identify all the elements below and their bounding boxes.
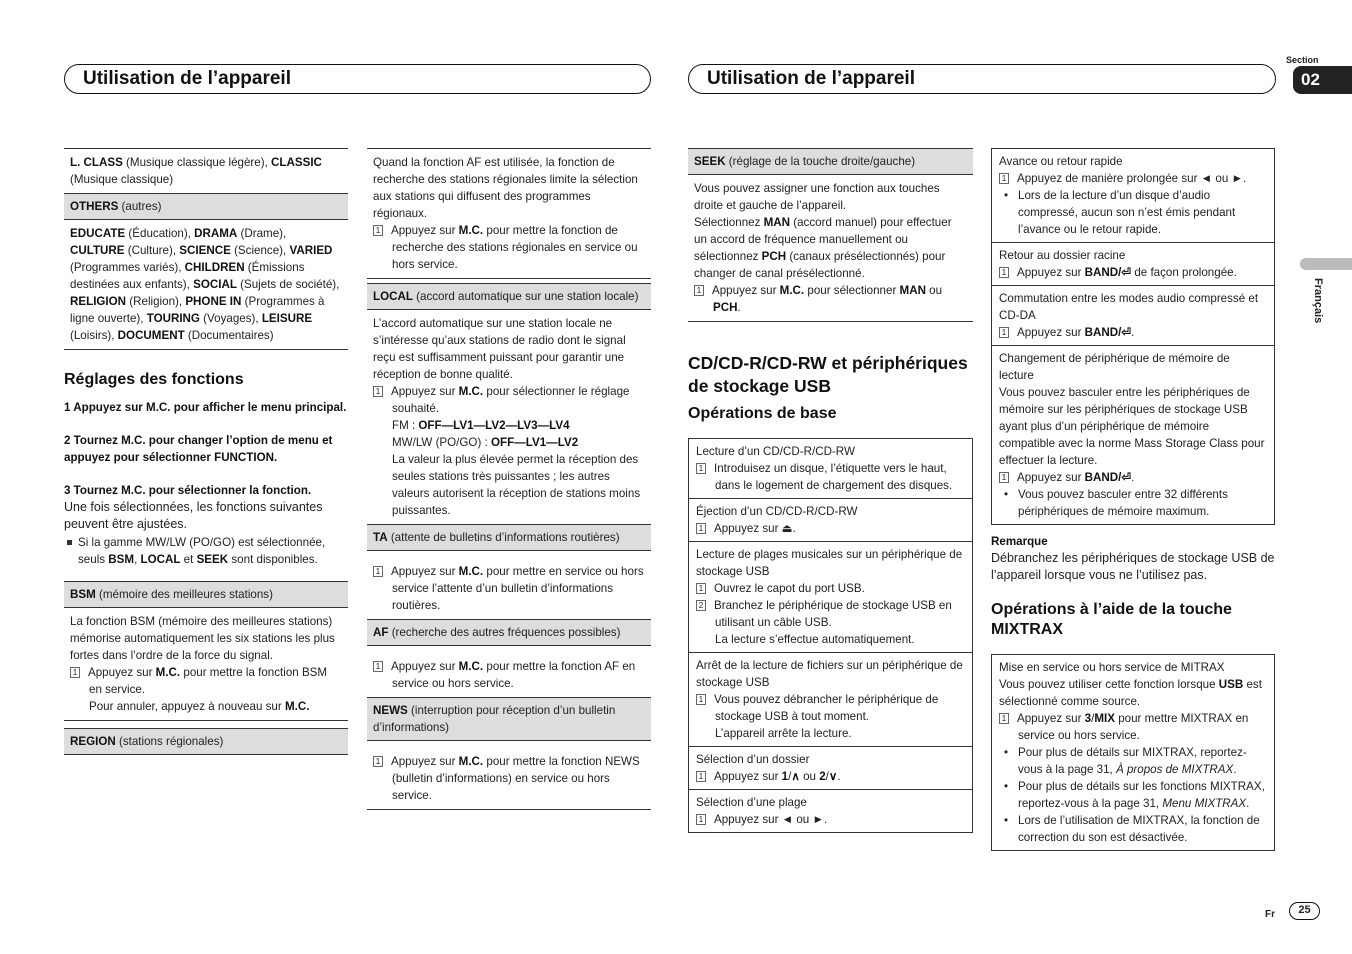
news-step: 1 Appuyez sur M.C. pour mettre la fonction NEWS (bulletin d’informations) en service ou hors service. (373, 753, 645, 804)
ops-row-bullet: • Vous pouvez basculer entre 32 différents périphériques de mémoire maximum. (999, 486, 1267, 520)
fm-levels: FM : OFF—LV1—LV2—LV3—LV4 (392, 419, 570, 432)
language-label: Français (1312, 278, 1324, 324)
footer-lang: Fr (1265, 909, 1275, 920)
ops-row-play-cd (689, 439, 972, 498)
ops-row-memory (992, 345, 1274, 524)
genres-text: EDUCATE (Éducation), DRAMA (Drame), CULTURE (Culture), SCIENCE (Science), VARIED (Programmes variés), CHILDREN (Émissions destinées aux enfants), SOCIAL (Sujets de société), RELIGION (Religion), PHONE IN (Programmes à ligne ouverte), TOURING (Voyages), LEISURE (Loisirs), DOCUMENT (Documentaires) (64, 220, 348, 350)
ops-row-step: 1 Appuyez de manière prolongée sur ◄ ou ►. (999, 170, 1267, 187)
ops-row-step: 1 Appuyez sur 1/∧ ou 2/∨. (696, 768, 965, 785)
ops-row-title: Sélection d’un dossier (696, 753, 810, 766)
ops-row-step: 1 Ouvrez le capot du port USB. (696, 580, 965, 597)
column-3 (688, 148, 973, 833)
mixtrax-heading: Opérations à l’aide de la touche MIXTRAX (991, 601, 1232, 638)
ops-row-title: Éjection d’un CD/CD-R/CD-RW (696, 505, 858, 518)
ops-row-play-usb (689, 541, 972, 652)
mixtrax-bullet-2: • Pour plus de détails sur les fonctions MIXTRAX, reportez-vous à la page 31, Menu MIXTRAX. (999, 778, 1267, 812)
ops-row-ff-rew (992, 149, 1274, 242)
ops-row-step: 1 Appuyez sur BAND/⏎. (999, 324, 1267, 341)
mixtrax-row (992, 655, 1274, 850)
seek-mode-text: Sélectionnez MAN (accord manuel) pour effectuer un accord de fréquence manuellement ou sélectionnez PCH (canaux présélectionnés) pour changer de canal présélectionné. (694, 216, 952, 280)
mixtrax-bullet-3: • Lors de l’utilisation de MIXTRAX, la fonction de correction du son est désactivée. (999, 812, 1267, 846)
note-text: Si la gamme MW/LW (PO/GO) est sélectionnée, seuls BSM, LOCAL et SEEK sont disponibles. (64, 534, 348, 568)
local-text: L’accord automatique sur une station locale ne s’intéresse qu’aux stations de radio dont le signal reçu est suffisamment puissant pour garantir une réception de bonne qualité. (373, 317, 626, 381)
ops-row-title: Avance ou retour rapide (999, 155, 1123, 168)
local-heading: LOCAL (accord automatique sur une station locale) (367, 283, 651, 310)
ta-heading: TA (attente de bulletins d’informations routières) (367, 524, 651, 551)
column-1 (64, 148, 348, 755)
page-header-right: Utilisation de l’appareil (688, 64, 1276, 94)
lclass-text: L. CLASS (Musique classique légère), CLASSIC (Musique classique) (64, 148, 348, 193)
af-step: 1 Appuyez sur M.C. pour mettre la fonction AF en service ou hors service. (373, 658, 645, 692)
af-block (367, 646, 651, 697)
page-header-left: Utilisation de l’appareil (64, 64, 651, 94)
seek-text: Vous pouvez assigner une fonction aux touches droite et gauche de l’appareil. (694, 182, 940, 212)
reglages-heading: Réglages des fonctions (64, 371, 244, 388)
ops-row-step: 2 Branchez le périphérique de stockage USB en utilisant un câble USB. (696, 597, 965, 631)
ops-row-step: 1 Appuyez sur BAND/⏎ de façon prolongée. (999, 264, 1267, 281)
remark-heading: Remarque (991, 535, 1048, 548)
bsm-block (64, 608, 348, 721)
ops-row-title: Changement de périphérique de mémoire de lecture (999, 352, 1230, 382)
mw-levels: MW/LW (PO/GO) : OFF—LV1—LV2 (392, 436, 579, 449)
ops-row-title: Lecture d’un CD/CD-R/CD-RW (696, 445, 855, 458)
ops-row-step: 1 Vous pouvez débrancher le périphérique de stockage USB à tout moment. (696, 691, 965, 725)
region-heading: REGION (stations régionales) (64, 728, 348, 755)
local-block (367, 310, 651, 524)
cd-usb-title: CD/CD-R/CD-RW et périphériques de stockage USB (688, 353, 968, 396)
ops-row-step: 1 Appuyez sur ◄ ou ►. (696, 811, 965, 828)
bsm-cancel: Pour annuler, appuyez à nouveau sur M.C. (89, 700, 310, 713)
others-heading: OTHERS (autres) (64, 193, 348, 220)
ops-row-stop-usb (689, 652, 972, 746)
ops-row-step: 1 Appuyez sur BAND/⏎. (999, 469, 1267, 486)
ops-row-step: 1 Introduisez un disque, l’étiquette vers le haut, dans le logement de chargement des disques. (696, 460, 965, 494)
ops-table-2 (991, 148, 1275, 525)
af-heading: AF (recherche des autres fréquences possibles) (367, 619, 651, 646)
section-label: Section (1286, 55, 1319, 65)
ops-row-title: Lecture de plages musicales sur un périphérique de stockage USB (696, 548, 963, 578)
column-2 (367, 148, 651, 810)
ops-row-text: Vous pouvez basculer entre les périphériques de mémoire sur les périphériques de stockage USB ayant plus d’un périphérique de mémoire compatible avec la norme Mass Storage Class pour effectuer la lecture. (999, 386, 1265, 467)
ta-step: 1 Appuyez sur M.C. pour mettre en service ou hors service l’attente d’un bulletin d’informations routières. (373, 563, 645, 614)
local-step: 1 Appuyez sur M.C. pour sélectionner le réglage souhaité. (373, 383, 645, 417)
step-3-text: Une fois sélectionnées, les fonctions suivantes peuvent être ajustées. (64, 500, 323, 531)
ops-table (688, 438, 973, 833)
seek-heading: SEEK (réglage de la touche droite/gauche) (688, 148, 973, 175)
bsm-heading: BSM (mémoire des meilleures stations) (64, 581, 348, 608)
language-tab (1300, 258, 1352, 270)
page-number: 25 (1289, 902, 1320, 920)
region-text: Quand la fonction AF est utilisée, la fonction de recherche des stations régionales limite la sélection aux stations qui diffusent des programmes régionaux. (373, 156, 638, 220)
ops-row-note: La lecture s’effectue automatiquement. (715, 633, 915, 646)
news-block (367, 741, 651, 810)
ops-row-title: Arrêt de la lecture de fichiers sur un périphérique de stockage USB (696, 659, 963, 689)
region-block (367, 148, 651, 279)
ops-row-title: Commutation entre les modes audio compressé et CD-DA (999, 292, 1259, 322)
ops-row-step: 1 Appuyez sur ⏏. (696, 520, 965, 537)
ops-row-bullet: • Lors de la lecture d’un disque d’audio compressé, aucun son n’est émis pendant l’avance ou le retour rapide. (999, 187, 1267, 238)
step-2: 2 Tournez M.C. pour changer l’option de menu et appuyez pour sélectionner FUNCTION. (64, 434, 333, 464)
ops-row-track (689, 789, 972, 832)
bsm-text: La fonction BSM (mémoire des meilleures stations) mémorise automatiquement les six stations les plus fortes dans l’ordre de la force du signal. (70, 615, 335, 662)
mixtrax-table (991, 654, 1275, 851)
step-3: 3 Tournez M.C. pour sélectionner la fonction. (64, 484, 312, 497)
section-number: 02 (1293, 66, 1352, 94)
local-level-text: La valeur la plus élevée permet la réception des seules stations très puissantes ; les autres valeurs autorisent la réception de stations moins puissantes. (392, 453, 641, 517)
mixtrax-step: 1 Appuyez sur 3/MIX pour mettre MIXTRAX en service ou hors service. (999, 710, 1267, 744)
ops-row-note: L’appareil arrête la lecture. (715, 727, 852, 740)
ops-row-root (992, 242, 1274, 285)
ops-row-folder (689, 746, 972, 789)
ops-row-title: Sélection d’une plage (696, 796, 807, 809)
mixtrax-text: Vous pouvez utiliser cette fonction lorsque USB est sélectionné comme source. (999, 678, 1262, 708)
remark-text: Débranchez les périphériques de stockage USB de l’appareil lorsque vous ne l’utilisez pas. (991, 551, 1275, 582)
bsm-step: 1 Appuyez sur M.C. pour mettre la fonction BSM en service. (70, 664, 342, 698)
step-1: 1 Appuyez sur M.C. pour afficher le menu principal. (64, 401, 347, 414)
ops-row-mode (992, 285, 1274, 345)
ops-row-title: Retour au dossier racine (999, 249, 1126, 262)
news-heading: NEWS (interruption pour réception d’un bulletin d’informations) (367, 697, 651, 741)
mixtrax-bullet-1: • Pour plus de détails sur MIXTRAX, reportez-vous à la page 31, À propos de MIXTRAX. (999, 744, 1267, 778)
ops-row-eject-cd (689, 498, 972, 541)
seek-block (688, 175, 973, 322)
ta-block (367, 551, 651, 619)
mixtrax-row-title: Mise en service ou hors service de MITRAX (999, 661, 1225, 674)
ops-heading: Opérations de base (688, 405, 837, 422)
column-4 (991, 148, 1275, 851)
seek-step: 1 Appuyez sur M.C. pour sélectionner MAN ou PCH. (694, 282, 967, 316)
region-step: 1 Appuyez sur M.C. pour mettre la fonction de recherche des stations régionales en service ou hors service. (373, 222, 645, 273)
